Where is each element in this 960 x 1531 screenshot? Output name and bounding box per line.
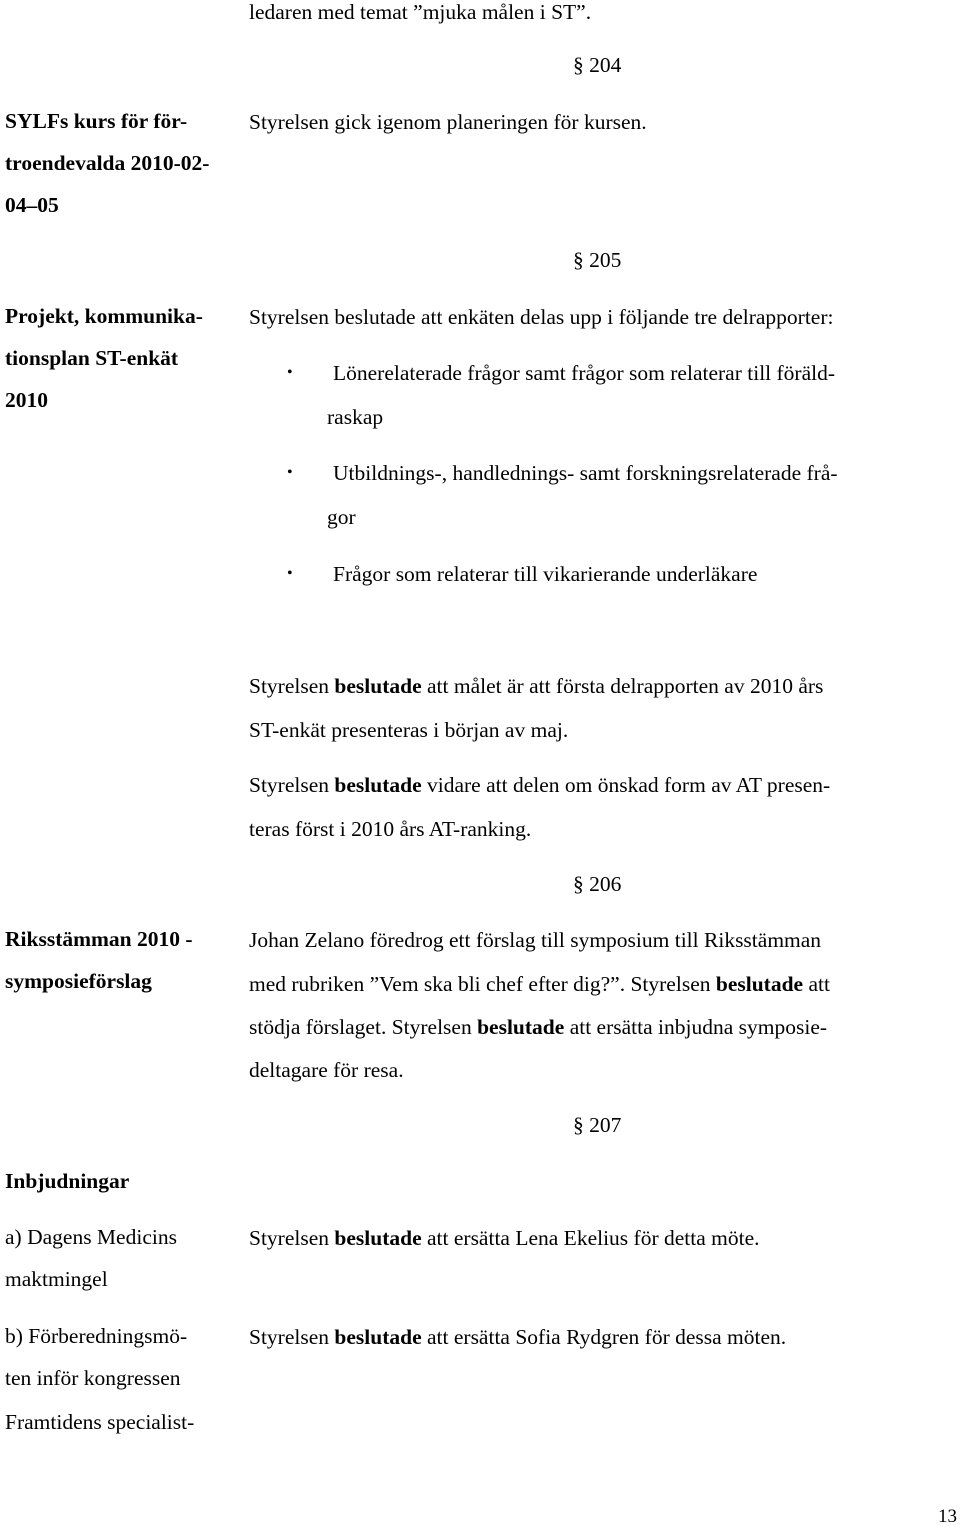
para-205-1-line1: Styrelsen beslutade att målet är att första delrapporten av 2010 års [249, 674, 824, 698]
section-number-207: § 207 [573, 1113, 622, 1137]
bullet-icon: • [287, 364, 293, 381]
bold-decision: beslutade [334, 674, 422, 698]
bold-decision: beslutade [715, 972, 804, 996]
item-a-body: Styrelsen beslutade att ersätta Lena Ekelius för detta möte. [249, 1226, 760, 1250]
bullet-3-line1: Frågor som relaterar till vikarierande underläkare [333, 562, 758, 586]
heading-204-line3: 04–05 [5, 193, 59, 217]
page-number: 13 [938, 1506, 957, 1527]
continued-text-line: ledaren med temat ”mjuka målen i ST”. [249, 0, 592, 24]
para-205-2-line1: Styrelsen beslutade vidare att delen om önskad form av AT presen- [249, 773, 831, 797]
heading-204-line1: SYLFs kurs för för- [5, 109, 188, 133]
intro-205: Styrelsen beslutade att enkäten delas upp i följande tre delrapporter: [249, 305, 834, 329]
bullet-2-line1: Utbildnings-, handlednings- samt forskningsrelaterade frå- [333, 461, 838, 485]
body-206-line4: deltagare för resa. [249, 1058, 404, 1082]
bullet-2-line2: gor [327, 505, 356, 529]
section-number-204: § 204 [573, 53, 622, 77]
body-206-line2: med rubriken ”Vem ska bli chef efter dig?”. Styrelsen beslutade att [249, 972, 830, 996]
bullet-icon: • [287, 565, 293, 582]
bullet-1-line1: Lönerelaterade frågor samt frågor som relaterar till föräld- [333, 361, 836, 385]
para-205-1-line2: ST-enkät presenteras i början av maj. [249, 718, 569, 742]
item-a-label-line1: a) Dagens Medicins [5, 1225, 177, 1249]
section-number-205: § 205 [573, 248, 622, 272]
item-b-label-line1: b) Förberedningsmö- [5, 1324, 188, 1348]
bold-decision: beslutade [477, 1015, 565, 1039]
heading-204-line2: troendevalda 2010-02- [5, 151, 210, 175]
item-b-body: Styrelsen beslutade att ersätta Sofia Rydgren för dessa möten. [249, 1325, 787, 1349]
para-205-2-line2: teras först i 2010 års AT-ranking. [249, 817, 532, 841]
bullet-icon: • [287, 464, 293, 481]
heading-206-line2: symposieförslag [5, 969, 152, 993]
heading-206-line1: Riksstämman 2010 - [5, 927, 193, 951]
item-a-label-line2: maktmingel [5, 1267, 108, 1291]
section-number-206: § 206 [573, 872, 622, 896]
heading-205-line2: tionsplan ST-enkät [5, 346, 179, 370]
item-b-label-line2: ten inför kongressen [5, 1366, 181, 1390]
heading-205-line1: Projekt, kommunika- [5, 304, 203, 328]
bold-decision: beslutade [334, 1226, 422, 1250]
heading-207: Inbjudningar [5, 1169, 130, 1193]
bold-decision: beslutade [334, 773, 422, 797]
body-206-line1: Johan Zelano föredrog ett förslag till symposium till Riksstämman [249, 928, 822, 952]
heading-205-line3: 2010 [5, 388, 48, 412]
bullet-1-line2: raskap [327, 405, 384, 429]
item-b-label-line3: Framtidens specialist- [5, 1410, 195, 1434]
body-206-line3: stödja förslaget. Styrelsen beslutade att ersätta inbjudna symposie- [249, 1015, 828, 1039]
body-204: Styrelsen gick igenom planeringen för kursen. [249, 110, 647, 134]
bold-decision: beslutade [334, 1325, 422, 1349]
